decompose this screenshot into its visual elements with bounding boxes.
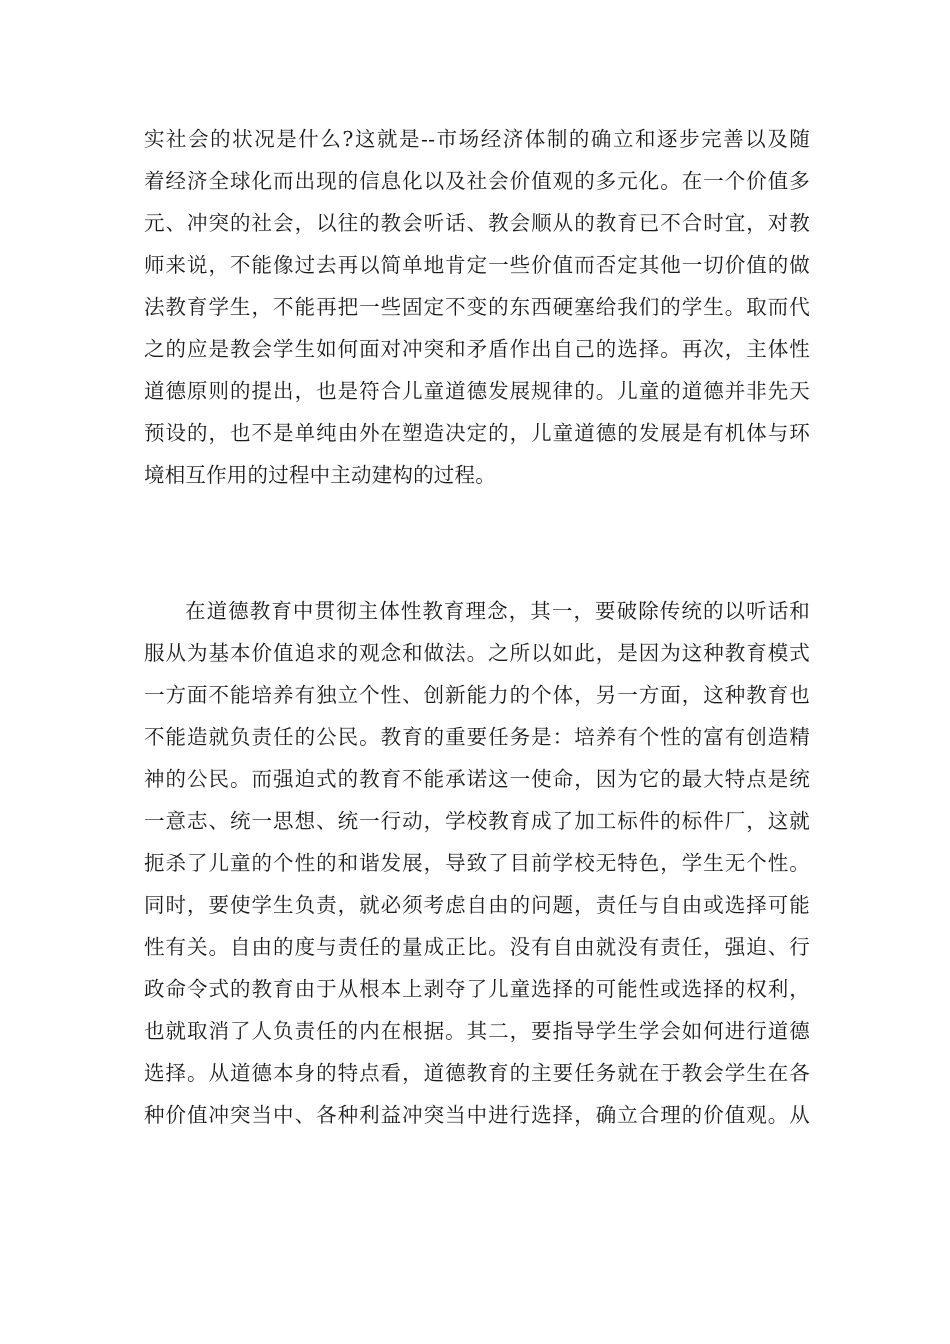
text-line: 扼杀了儿童的个性的和谐发展，导致了目前学校无特色，学生无个性。 <box>144 851 810 875</box>
text-line: 种价值冲突当中、各种利益冲突当中进行选择，确立合理的价值观。从 <box>144 1103 810 1127</box>
text-line: 政命令式的教育由于从根本上剥夺了儿童选择的可能性或选择的权利， <box>144 977 810 1001</box>
text-line: 选择。从道德本身的特点看，道德教育的主要任务就在于教会学生在各 <box>144 1061 810 1085</box>
text-line: 着经济全球化而出现的信息化以及社会价值观的多元化。在一个价值多 <box>144 169 810 193</box>
text-line: 道德原则的提出，也是符合儿童道德发展规律的。儿童的道德并非先天 <box>144 379 810 403</box>
paragraph-2 <box>144 590 810 1136</box>
text-line: 性有关。自由的度与责任的量成正比。没有自由就没有责任，强迫、行 <box>144 935 810 959</box>
text-line: 师来说，不能像过去再以简单地肯定一些价值而否定其他一切价值的做 <box>144 253 810 277</box>
text-line: 预设的，也不是单纯由外在塑造决定的，儿童道德的发展是有机体与环 <box>144 421 810 445</box>
text-line: 之的应是教会学生如何面对冲突和矛盾作出自己的选择。再次，主体性 <box>144 337 810 361</box>
text-line: 也就取消了人负责任的内在根据。其二，要指导学生学会如何进行道德 <box>144 1019 810 1043</box>
text-line: 神的公民。而强迫式的教育不能承诺这一使命，因为它的最大特点是统 <box>144 767 810 791</box>
text-line: 一意志、统一思想、统一行动，学校教育成了加工标件的标件厂，这就 <box>144 809 810 833</box>
text-line: 法教育学生，不能再把一些固定不变的东西硬塞给我们的学生。取而代 <box>144 295 810 319</box>
text-line: 元、冲突的社会，以往的教会听话、教会顺从的教育已不合时宜，对教 <box>144 211 810 235</box>
paragraph-1 <box>144 118 810 496</box>
text-line: 在道德教育中贯彻主体性教育理念，其一，要破除传统的以听话和 <box>185 599 810 623</box>
text-line: 实社会的状况是什么?这就是--市场经济体制的确立和逐步完善以及随 <box>144 127 810 151</box>
text-line: 境相互作用的过程中主动建构的过程。 <box>144 463 496 487</box>
text-line: 同时，要使学生负责，就必须考虑自由的问题，责任与自由或选择可能 <box>144 893 810 917</box>
text-line: 一方面不能培养有独立个性、创新能力的个体，另一方面，这种教育也 <box>144 683 810 707</box>
text-line: 服从为基本价值追求的观念和做法。之所以如此，是因为这种教育模式 <box>144 641 810 665</box>
text-line: 不能造就负责任的公民。教育的重要任务是：培养有个性的富有创造精 <box>144 725 810 749</box>
